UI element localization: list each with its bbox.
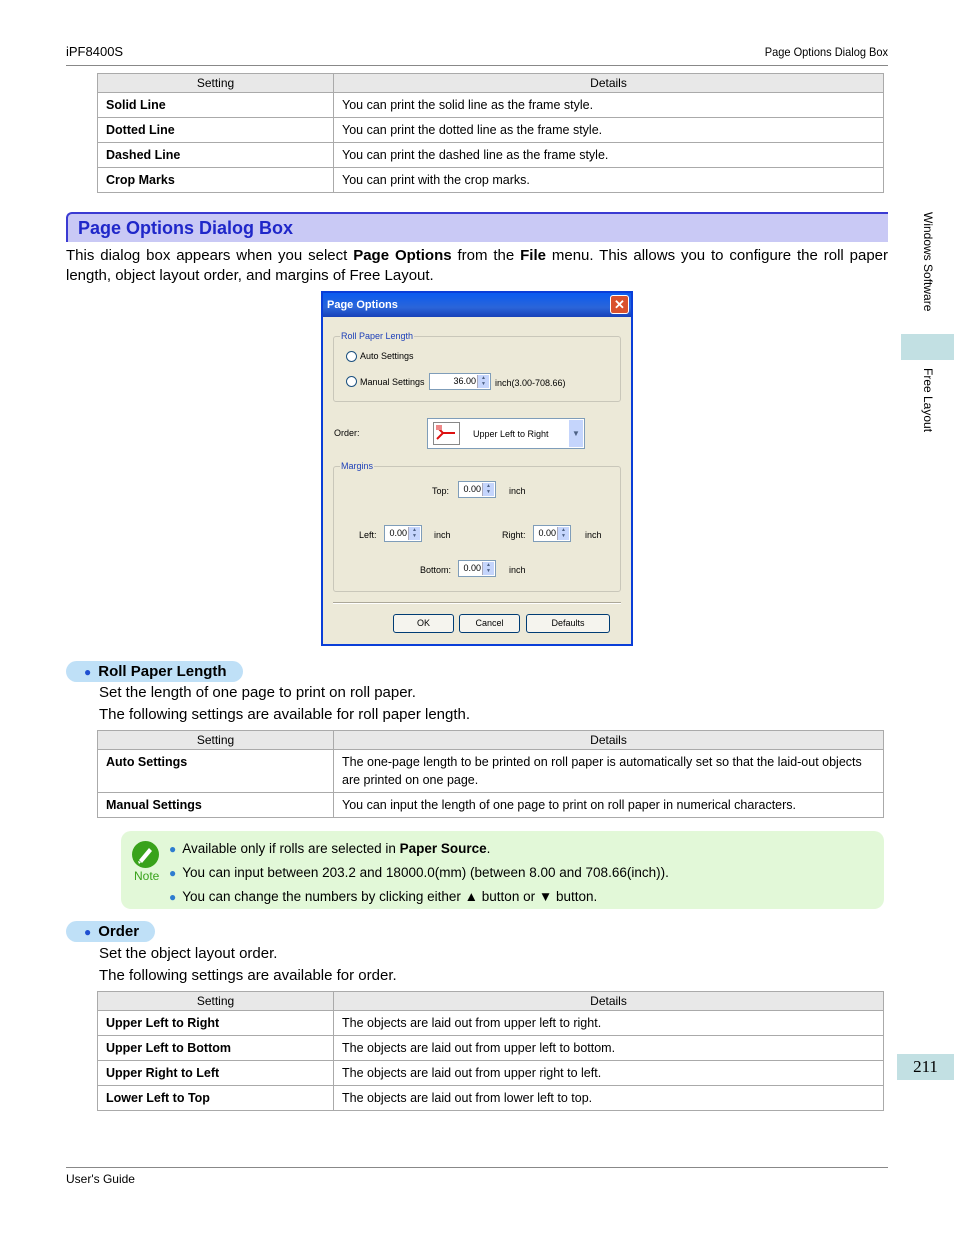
bullet-icon: ●: [169, 866, 177, 880]
setting-name: Crop Marks: [98, 168, 334, 193]
top-margin-label: Top:: [432, 486, 450, 496]
auto-settings-label: Auto Settings: [360, 351, 414, 361]
order-selected-value: Upper Left to Right: [473, 429, 549, 439]
setting-details: You can input the length of one page to print on roll paper in numerical characters.: [334, 793, 884, 818]
side-tab-highlight: [901, 334, 954, 360]
section-title: Page Options Dialog Box: [78, 218, 294, 238]
page-number: 211: [897, 1054, 954, 1080]
ok-button[interactable]: OK: [393, 614, 454, 633]
table-row: [98, 1011, 884, 1036]
col-setting: Setting: [98, 731, 334, 750]
bottom-margin-value: 0.00: [463, 563, 481, 573]
table-row: [98, 793, 884, 818]
note-list: [169, 837, 669, 909]
side-tab-windows-software[interactable]: Windows Software: [921, 212, 935, 312]
bullet-icon: ●: [84, 665, 92, 679]
roll-paper-group: [333, 331, 621, 402]
page-options-dialog: [321, 291, 633, 646]
close-icon[interactable]: ✕: [610, 295, 629, 314]
col-details: Details: [334, 731, 884, 750]
side-tab-free-layout[interactable]: Free Layout: [921, 368, 935, 433]
setting-name: Manual Settings: [98, 793, 334, 818]
table-row: [98, 168, 884, 193]
frame-style-table: [97, 73, 884, 193]
table-row: [98, 93, 884, 118]
header-model: iPF8400S: [66, 44, 124, 59]
setting-name: Auto Settings: [98, 750, 334, 793]
table-row: [98, 1036, 884, 1061]
top-margin-stepper[interactable]: [458, 481, 496, 498]
setting-details: You can print the solid line as the frame style.: [334, 93, 884, 118]
right-margin-label: Right:: [502, 530, 526, 540]
note-item: [169, 861, 669, 885]
right-margin-stepper[interactable]: [533, 525, 571, 542]
setting-details: The one-page length to be printed on roll paper is automatically set so that the laid-out objects are printed on one page.: [334, 750, 884, 793]
left-unit: inch: [434, 530, 451, 540]
dialog-titlebar: [323, 293, 631, 317]
bottom-unit: inch: [509, 565, 526, 575]
note-label: Note: [134, 869, 160, 883]
note-text: You can input between 203.2 and 18000.0(mm) (between 8.00 and 708.66(inch)).: [182, 865, 669, 880]
order-heading: [66, 921, 155, 942]
setting-name: Upper Right to Left: [98, 1061, 334, 1086]
bullet-icon: ●: [169, 890, 177, 904]
setting-details: You can print the dashed line as the frame style.: [334, 143, 884, 168]
roll-paper-table: [97, 730, 884, 818]
chevron-down-icon[interactable]: ▼: [569, 420, 583, 447]
table-row: [98, 118, 884, 143]
manual-length-stepper[interactable]: [429, 373, 491, 390]
defaults-button[interactable]: Defaults: [526, 614, 610, 633]
roll-line-2: The following settings are available for roll paper length.: [99, 706, 471, 723]
table-row: [98, 750, 884, 793]
right-unit: inch: [585, 530, 602, 540]
setting-details: The objects are laid out from upper left to right.: [334, 1011, 884, 1036]
spin-arrows-icon[interactable]: ▲ ▼: [408, 527, 420, 540]
manual-length-value: 36.00: [453, 376, 476, 386]
section-heading: [66, 212, 888, 242]
setting-details: The objects are laid out from upper left to bottom.: [334, 1036, 884, 1061]
footer-guide: User's Guide: [66, 1172, 135, 1186]
setting-details: The objects are laid out from upper right to left.: [334, 1061, 884, 1086]
roll-paper-length-heading: [66, 661, 243, 682]
manual-settings-radio[interactable]: [346, 376, 357, 387]
manual-settings-label: Manual Settings: [360, 377, 425, 387]
setting-name: Upper Left to Right: [98, 1011, 334, 1036]
col-setting: Setting: [98, 74, 334, 93]
setting-details: You can print with the crop marks.: [334, 168, 884, 193]
setting-name: Solid Line: [98, 93, 334, 118]
dialog-separator: [333, 602, 621, 604]
setting-name: Lower Left to Top: [98, 1086, 334, 1111]
order-select[interactable]: [427, 418, 585, 449]
table-row: [98, 1061, 884, 1086]
order-table: [97, 991, 884, 1111]
top-unit: inch: [509, 486, 526, 496]
roll-line-1: Set the length of one page to print on roll paper.: [99, 684, 416, 701]
manual-range-label: inch(3.00-708.66): [495, 378, 566, 388]
setting-name: Upper Left to Bottom: [98, 1036, 334, 1061]
left-margin-label: Left:: [359, 530, 377, 540]
left-margin-stepper[interactable]: [384, 525, 422, 542]
right-margin-value: 0.00: [538, 528, 556, 538]
table-row: [98, 1086, 884, 1111]
note-text: .: [486, 841, 491, 856]
footer-rule: [66, 1167, 888, 1168]
col-setting: Setting: [98, 992, 334, 1011]
note-item: [169, 885, 669, 909]
setting-details: The objects are laid out from lower left to top.: [334, 1086, 884, 1111]
cancel-button[interactable]: Cancel: [459, 614, 520, 633]
order-line-1: Set the object layout order.: [99, 945, 278, 962]
setting-name: Dotted Line: [98, 118, 334, 143]
bullet-icon: ●: [84, 925, 92, 939]
spin-arrows-icon[interactable]: ▲ ▼: [477, 375, 489, 388]
top-margin-value: 0.00: [463, 484, 481, 494]
intro-bold-page-options: Page Options: [353, 247, 452, 264]
order-line-2: The following settings are available for order.: [99, 967, 397, 984]
bullet-icon: ●: [169, 842, 177, 856]
spin-arrows-icon[interactable]: ▲ ▼: [557, 527, 569, 540]
setting-name: Dashed Line: [98, 143, 334, 168]
col-details: Details: [334, 74, 884, 93]
order-heading-text: Order: [98, 923, 140, 940]
auto-settings-radio[interactable]: [346, 351, 357, 362]
order-label: Order:: [334, 428, 360, 438]
margins-group-label: Margins: [341, 461, 374, 471]
note-box: [121, 831, 884, 909]
intro-bold-file: File: [520, 247, 546, 264]
order-preview-icon: [433, 422, 460, 445]
header-rule: [66, 65, 888, 66]
roll-heading-text: Roll Paper Length: [98, 663, 227, 680]
left-margin-value: 0.00: [389, 528, 407, 538]
intro-text: menu. This allows you to configure the roll paper length, object layout order, and margins of Free Layout.: [66, 247, 888, 284]
intro-text: from the: [451, 247, 521, 264]
roll-paper-group-label: Roll Paper Length: [341, 331, 414, 341]
setting-details: You can print the dotted line as the frame style.: [334, 118, 884, 143]
header-section: Page Options Dialog Box: [764, 45, 888, 59]
intro-paragraph: [66, 246, 888, 285]
note-item: [169, 837, 669, 861]
spin-arrows-icon[interactable]: ▲ ▼: [482, 483, 494, 496]
table-row: [98, 143, 884, 168]
note-text: Available only if rolls are selected in: [182, 841, 400, 856]
intro-text: This dialog box appears when you select: [66, 247, 354, 264]
col-details: Details: [334, 992, 884, 1011]
dialog-title: Page Options: [327, 299, 398, 311]
spin-arrows-icon[interactable]: ▲ ▼: [482, 562, 494, 575]
bottom-margin-stepper[interactable]: [458, 560, 496, 577]
note-text: You can change the numbers by clicking either ▲ button or ▼ button.: [182, 889, 598, 904]
note-pencil-icon: [132, 841, 159, 868]
bottom-margin-label: Bottom:: [420, 565, 452, 575]
note-bold-paper-source: Paper Source: [399, 841, 487, 856]
